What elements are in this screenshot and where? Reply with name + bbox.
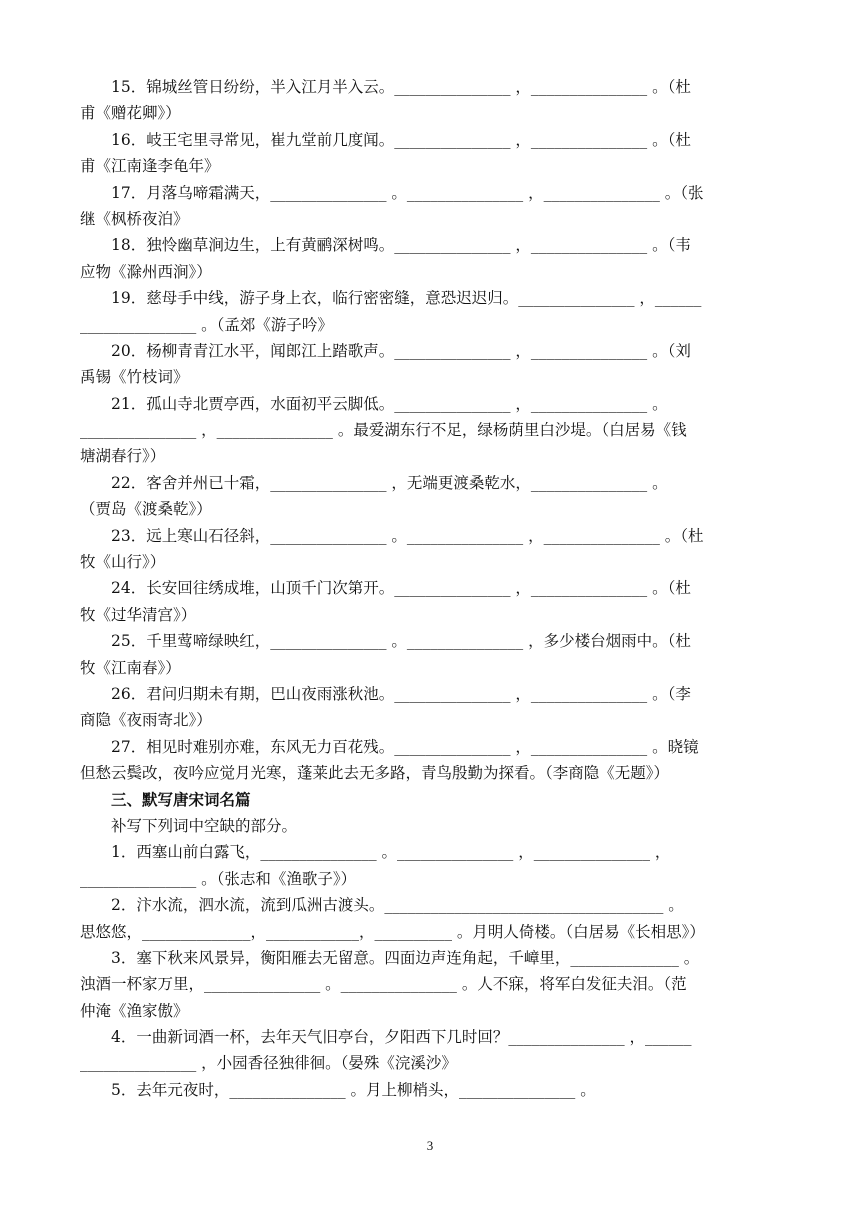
text-line: 牧《江南春》） <box>80 658 181 677</box>
text-line: 25．千里莺啼绿映红，_______________ 。_______________ ，多少楼台烟雨中。（杜 <box>111 632 691 651</box>
text-line: 仲淹《渔家傲》 <box>80 1001 189 1020</box>
text-line: 15．锦城丝管日纷纷，半入江月半入云。_______________ ，_______________ 。（杜 <box>111 78 691 96</box>
text-line: 思悠悠，______________，____________，__________ 。月明人倚楼。（白居易《长相思》） <box>80 922 705 941</box>
text-line: 20．杨柳青青江水平，闻郎江上踏歌声。_______________ ，_______________ 。（刘 <box>111 341 691 360</box>
text-line: 商隐《夜雨寄北》） <box>80 711 212 730</box>
text-line: _______________ 。（孟郊《游子吟》 <box>80 315 333 334</box>
text-line: 16．岐王宅里寻常见，崔九堂前几度闻。_______________ ，_______________ 。（杜 <box>111 130 691 149</box>
text-line: 牧《过华清宫》） <box>80 605 197 624</box>
text-line: 23．远上寒山石径斜，_______________ 。_______________ ，_______________ 。（杜 <box>111 526 704 545</box>
text-line: 3．塞下秋来风景异，衡阳雁去无留意。四面边声连角起，千嶂里，______________ 。 <box>111 948 700 967</box>
text-line: _______________ ，小园香径独徘徊。（晏殊《浣溪沙》 <box>80 1054 457 1073</box>
text-line: 继《枫桥夜泊》 <box>80 209 189 228</box>
text-line: 22．客舍并州已十霜，_______________ ，无端更渡桑乾水，_______________ 。 <box>111 473 668 492</box>
page-number: 3 <box>426 1138 434 1153</box>
text-line: 禹锡《竹枝词》 <box>80 368 189 387</box>
text-line: （贾岛《渡桑乾》） <box>80 500 212 519</box>
document-body <box>80 74 780 1103</box>
text-line: 21．孤山寺北贾亭西，水面初平云脚低。_______________ ，_______________ 。 <box>111 394 668 413</box>
text-line: 4．一曲新词酒一杯，去年天气旧亭台，夕阳西下几时回？_______________ ，______ <box>111 1028 692 1047</box>
text-line: 5．去年元夜时，_______________ 。月上柳梢头，_______________ 。 <box>111 1080 596 1099</box>
text-line: 甫《江南逢李龟年》 <box>80 157 220 176</box>
text-line: 塘湖春行》） <box>80 447 166 466</box>
text-line: 1．西塞山前白露飞，_______________ 。_______________ ，_______________ ， <box>111 843 671 862</box>
text-line: 19．慈母手中线，游子身上衣，临行密密缝，意恐迟迟归。_______________ ，______ <box>111 289 702 308</box>
text-line: 浊酒一杯家万里，_______________ 。_______________ 。人不寐，将军白发征夫泪。（范 <box>80 975 687 994</box>
text-line: 18．独怜幽草涧边生，上有黄鹂深树鸣。_______________ ，_______________ 。（韦 <box>111 236 691 255</box>
text-line: 26．君问归期未有期，巴山夜雨涨秋池。_______________ ，_______________ 。（李 <box>111 684 691 703</box>
text-line: 27．相见时难别亦难，东风无力百花残。_______________ ，_______________ 。晓镜 <box>111 737 699 756</box>
text-line: 补写下列词中空缺的部分。 <box>111 816 298 835</box>
text-line: 应物《滁州西涧》） <box>80 262 212 281</box>
section-heading: 三、默写唐宋词名篇 <box>111 789 251 809</box>
text-line: 但愁云鬓改，夜吟应觉月光寒，蓬莱此去无多路，青鸟殷勤为探看。（李商隐《无题》） <box>80 764 670 783</box>
text-line: 17．月落乌啼霜满天，_______________ 。_______________ ，_______________ 。（张 <box>111 183 704 202</box>
text-line: 2．汴水流，泗水流，流到瓜洲古渡头。____________________________________ 。 <box>111 896 684 915</box>
text-line: _______________ ，_______________ 。最爱湖东行不足，绿杨荫里白沙堤。（白居易《钱 <box>80 421 687 440</box>
text-line: 牧《山行》） <box>80 553 166 572</box>
text-line: _______________ 。（张志和《渔歌子》） <box>80 869 357 888</box>
text-line: 甫《赠花卿》） <box>80 104 181 123</box>
text-line: 24．长安回往绣成堆，山顶千门次第开。_______________ ，_______________ 。（杜 <box>111 579 691 598</box>
